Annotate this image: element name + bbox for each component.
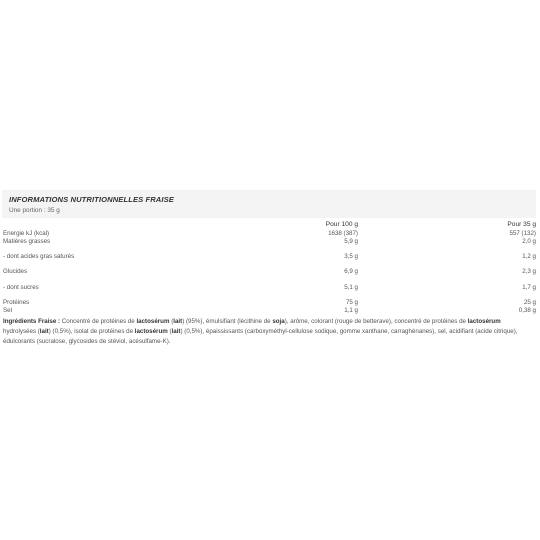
allergen-text: lait — [171, 328, 181, 336]
ingredients-text — [3, 317, 533, 348]
allergen-text: soja — [272, 318, 285, 325]
value-per-serving: 2,0 g — [522, 238, 536, 245]
value-per-100g: 3,5 g — [344, 253, 358, 260]
allergen-text: lait — [173, 318, 183, 325]
ingredient-text: hydrolysées ( — [3, 328, 40, 336]
column-header-per-100g: Pour 100 g — [325, 221, 358, 228]
ingredient-text: ), arôme, colorant (rouge de betterave), concentré de protéines de — [284, 318, 468, 325]
nutrient-label: Sel — [3, 307, 12, 314]
ingredient-text: ) (0,5%), isolat de protéines de — [48, 328, 135, 336]
value-per-100g: 1638 (387) — [328, 230, 358, 237]
column-header-per-serving: Pour 35 g — [507, 221, 536, 228]
value-per-serving: 1,2 g — [522, 253, 536, 260]
page-title: INFORMATIONS NUTRITIONNELLES FRAISE — [9, 195, 174, 204]
nutrient-label: Energie kJ (kcal) — [3, 230, 50, 237]
ingredient-text: ) (95%), émulsifiant (lécithine de — [182, 318, 273, 325]
allergen-text: lactosérum — [136, 318, 170, 325]
ingredient-text: ( — [169, 318, 174, 325]
value-per-serving: 25 g — [523, 299, 536, 306]
value-per-serving: 1,7 g — [522, 284, 536, 291]
nutrient-label: Matières grasses — [3, 238, 51, 245]
value-per-100g: 5,9 g — [344, 238, 358, 245]
value-per-100g: 6,9 g — [344, 268, 358, 275]
ingredients-heading: Ingrédients Fraise : — [3, 318, 61, 325]
allergen-text: lait — [39, 328, 49, 336]
allergen-text: lactosérum — [467, 318, 501, 325]
ingredient-text: Concentré de protéines de — [60, 318, 137, 325]
ingredient-text: ) (0,5%), épaississants (carboxyméthyl-cellulose sodique, gomme xanthane, carraghénanes), sel, acidifiant (acide citrique), édulcorants (sucralose, glycosides de stéviol, acésulfame-K). — [3, 328, 518, 346]
table-row — [0, 238, 540, 248]
nutrient-label: Protéines — [3, 299, 30, 306]
value-per-100g: 75 g — [345, 299, 358, 306]
allergen-text: lactosérum — [134, 328, 168, 336]
nutrient-label: Glucides — [3, 268, 28, 275]
value-per-100g: 1,1 g — [344, 307, 358, 314]
serving-size-subtitle: Une portion : 35 g — [9, 207, 60, 214]
value-per-serving: 0,38 g — [518, 307, 536, 314]
table-row — [0, 253, 540, 263]
table-row — [0, 268, 540, 278]
table-row — [0, 284, 540, 294]
nutrient-label: - dont acides gras saturés — [3, 253, 75, 260]
table-row — [0, 307, 540, 317]
value-per-100g: 5,1 g — [344, 284, 358, 291]
nutrient-label: - dont sucres — [3, 284, 39, 291]
value-per-serving: 557 (132) — [509, 230, 536, 237]
ingredient-text: ( — [167, 328, 172, 336]
value-per-serving: 2,3 g — [522, 268, 536, 275]
